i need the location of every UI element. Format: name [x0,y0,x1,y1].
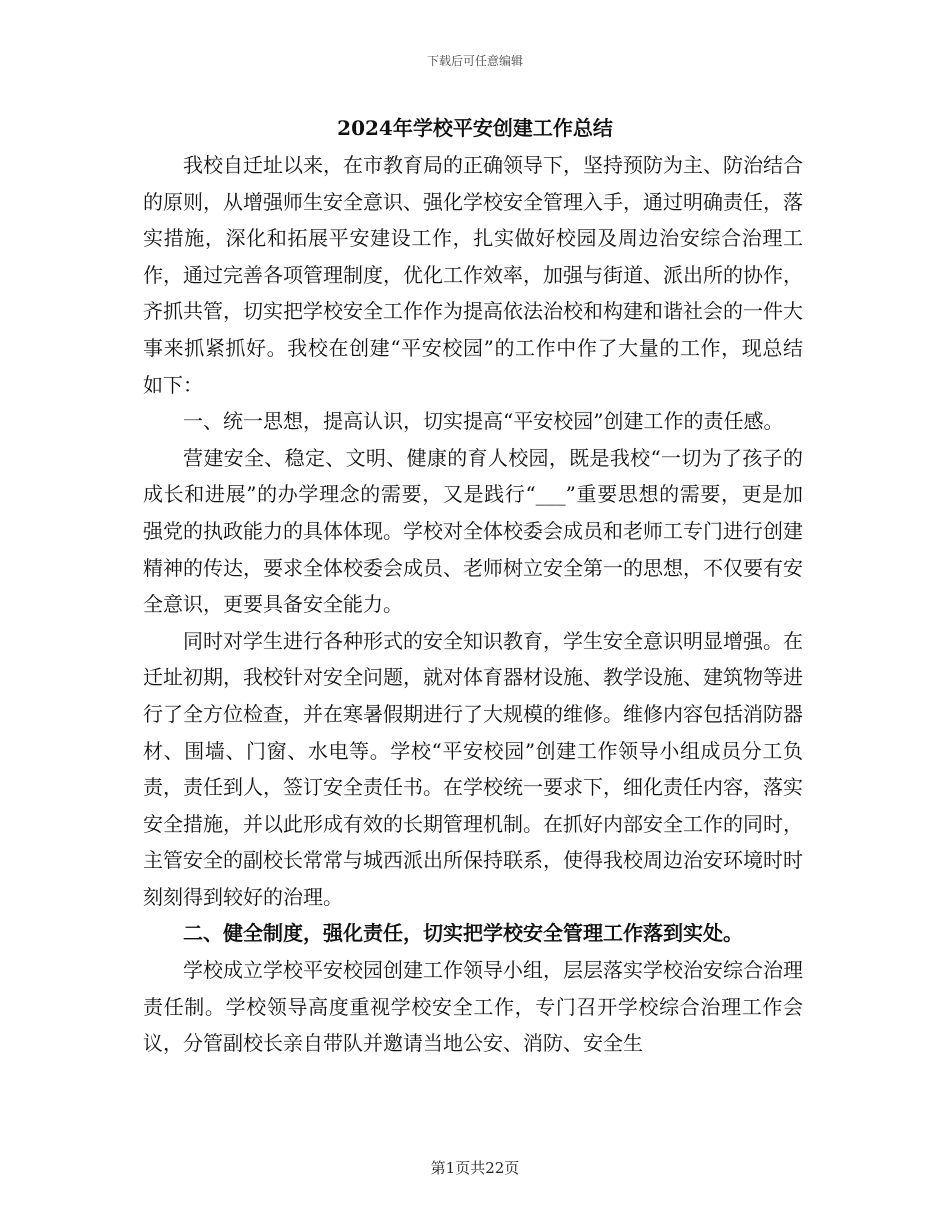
paragraph-intro: 我校自迁址以来，在市教育局的正确领导下，坚持预防为主、防治结合的原则，从增强师生安全意识、强化学校安全管理入手，通过明确责任，落实措施，深化和拓展平安建设工作，扎实做好校园及周边治安综合治理工作，通过完善各项管理制度，优化工作效率，加强与街道、派出所的协作，齐抓共管，切实把学校安全工作作为提高依法治校和构建和谐社会的一件大事来抓紧抓好。我校在创建“平安校园”的工作中作了大量的工作，现总结如下： [143,153,803,397]
page-number: 第1页共22页 [430,1159,520,1177]
section-heading-1: 一、统一思想，提高认识，切实提高“平安校园”创建工作的责任感。 [183,409,784,434]
section-heading-2: 二、健全制度，强化责任，切实把学校安全管理工作落到实处。 [183,921,743,946]
paragraph-section-2a: 学校成立学校平安校园创建工作领导小组，层层落实学校治安综合治理责任制。学校领导高度重视学校安全工作，专门召开学校综合治理工作会议，分管副校长亲自带队并邀请当地公安、消防、安全生 [143,958,803,1056]
page-header-note: 下载后可任意编辑 [426,54,523,68]
document-body [143,147,803,1062]
paragraph-section-1a: 营建安全、稳定、文明、健康的育人校园，既是我校“一切为了孩子的成长和进展”的办学理念的需要，又是践行“___”重要思想的需要，更是加强党的执政能力的具体体现。学校对全体校委会成员和老师工专门进行创建精神的传达，要求全体校委会成员、老师树立安全第一的思想，不仅要有安全意识，更要具备安全能力。 [143,445,803,617]
paragraph-section-1b: 同时对学生进行各种形式的安全知识教育，学生安全意识明显增强。在迁址初期，我校针对安全问题，就对体育器材设施、教学设施、建筑物等进行了全方位检查，并在寒暑假期进行了大规模的维修。维修内容包括消防器材、围墙、门窗、水电等。学校“平安校园”创建工作领导小组成员分工负责，责任到人，签订安全责任书。在学校统一要求下，细化责任内容，落实安全措施，并以此形成有效的长期管理机制。在抓好内部安全工作的同时，主管安全的副校长常常与城西派出所保持联系，使得我校周边治安环境时时刻刻得到较好的治理。 [143,628,803,909]
document-title: 2024年学校平安创建工作总结 [337,116,613,140]
